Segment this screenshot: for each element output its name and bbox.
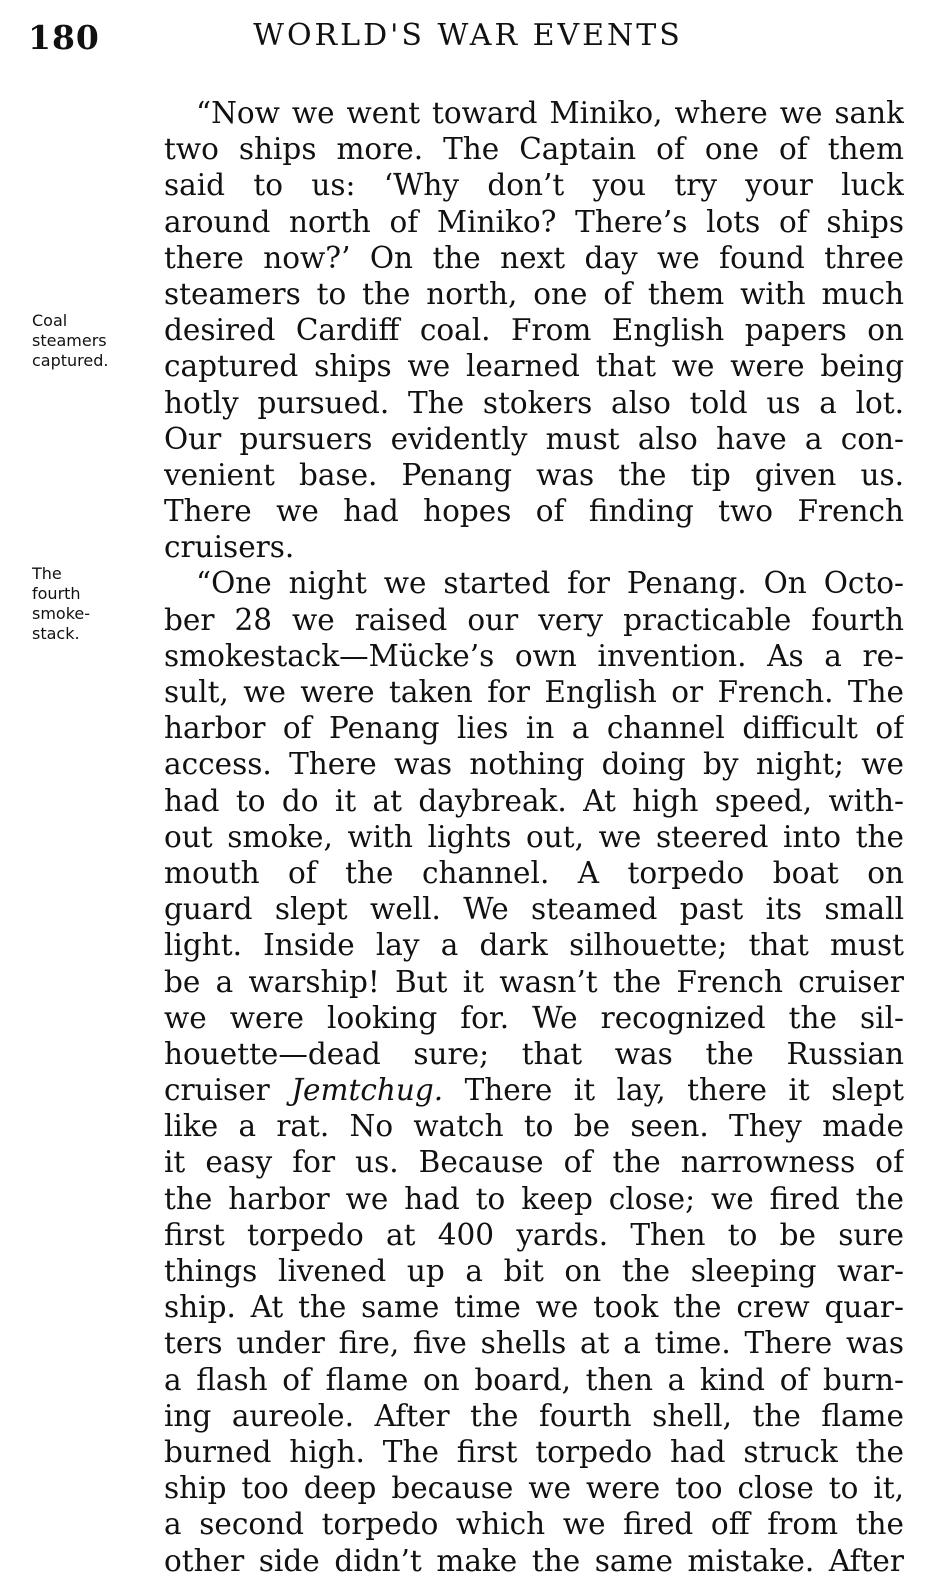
text-line: a flash of flame on board, then a kind of burn- (164, 1362, 904, 1397)
margin-note-line: smoke- (32, 604, 91, 623)
body-text (164, 95, 904, 1579)
text-segment: cruiser (164, 1073, 292, 1108)
text-line: Our pursuers evidently must also have a con- (164, 421, 904, 456)
text-line: sult, we were taken for English or French. The (164, 675, 904, 709)
text-line: had to do it at daybreak. At high speed, with- (164, 783, 904, 818)
text-line: smokestack—Mücke’s own invention. As a re- (164, 638, 904, 673)
text-line: captured ships we learned that we were being (164, 349, 904, 384)
text-line: access. There was nothing doing by night; we (164, 747, 904, 782)
text-line: two ships more. The Captain of one of them (164, 132, 904, 167)
text-line: venient base. Penang was the tip given us. (164, 457, 904, 492)
text-line: cruisers. (164, 530, 295, 565)
text-line: be a warship! But it wasn’t the French cruiser (164, 964, 904, 999)
page-header (28, 18, 908, 78)
text-line: there now?’ On the next day we found three (164, 240, 904, 275)
text-line: ters under fire, five shells at a time. There was (164, 1326, 904, 1361)
text-line: light. Inside lay a dark silhouette; that must (164, 928, 904, 963)
text-line: There we had hopes of finding two French (164, 494, 904, 529)
text-line: “One night we started for Penang. On Octo- (196, 566, 904, 601)
ship-name-jemtchug: Jemtchug. (291, 1073, 444, 1108)
margin-note-line: The (32, 564, 62, 583)
text-line: ing aureole. After the fourth shell, the flame (164, 1398, 904, 1433)
text-line: steamers to the north, one of them with much (164, 276, 904, 311)
text-line: houette—dead sure; that was the Russian (164, 1036, 904, 1071)
text-line: hotly pursued. The stokers also told us a lot. (164, 385, 904, 420)
text-line: mouth of the channel. A torpedo boat on (164, 855, 904, 890)
text-segment: There it lay, there it slept (443, 1073, 904, 1108)
text-line: guard slept well. We steamed past its small (164, 892, 904, 927)
margin-note-line: captured. (32, 351, 109, 370)
text-line: it easy for us. Because of the narrowness of (164, 1145, 904, 1180)
margin-note-line: fourth (32, 584, 81, 603)
text-line: burned high. The first torpedo had struck the (164, 1434, 904, 1469)
margin-note-line: steamers (32, 331, 107, 350)
text-line-with-ship-name (164, 1072, 904, 1108)
text-line: ship too deep because we were too close to it, (164, 1471, 904, 1506)
text-line: “Now we went toward Miniko, where we sank (196, 96, 904, 130)
margin-note-fourth-smokestack (32, 564, 164, 644)
running-title: WORLD'S WAR EVENTS (253, 18, 683, 53)
text-line: harbor of Penang lies in a channel difficult of (164, 711, 904, 746)
text-line: ship. At the same time we took the crew quar- (164, 1290, 904, 1325)
margin-note-line: Coal (32, 311, 68, 330)
text-line: we were looking for. We recognized the sil- (164, 1000, 904, 1035)
margin-note-coal-steamers (32, 311, 164, 371)
page-number: 180 (28, 18, 100, 57)
margin-note-line: stack. (32, 624, 80, 643)
text-line: the harbor we had to keep close; we fired the (164, 1181, 904, 1216)
text-line: ber 28 we raised our very practicable fourth (164, 602, 904, 637)
text-line: around north of Miniko? There’s lots of ships (164, 204, 904, 239)
text-line: a second torpedo which we fired off from the (164, 1507, 904, 1542)
text-line: first torpedo at 400 yards. Then to be sure (164, 1217, 904, 1252)
text-line: like a rat. No watch to be seen. They made (164, 1109, 904, 1144)
text-line: said to us: ‘Why don’t you try your luck (164, 168, 904, 203)
text-line: desired Cardiff coal. From English papers on (164, 313, 904, 348)
text-line: out smoke, with lights out, we steered into the (164, 819, 904, 854)
text-line: other side didn’t make the same mistake. After (164, 1543, 904, 1578)
text-line: things livened up a bit on the sleeping war- (164, 1254, 904, 1288)
